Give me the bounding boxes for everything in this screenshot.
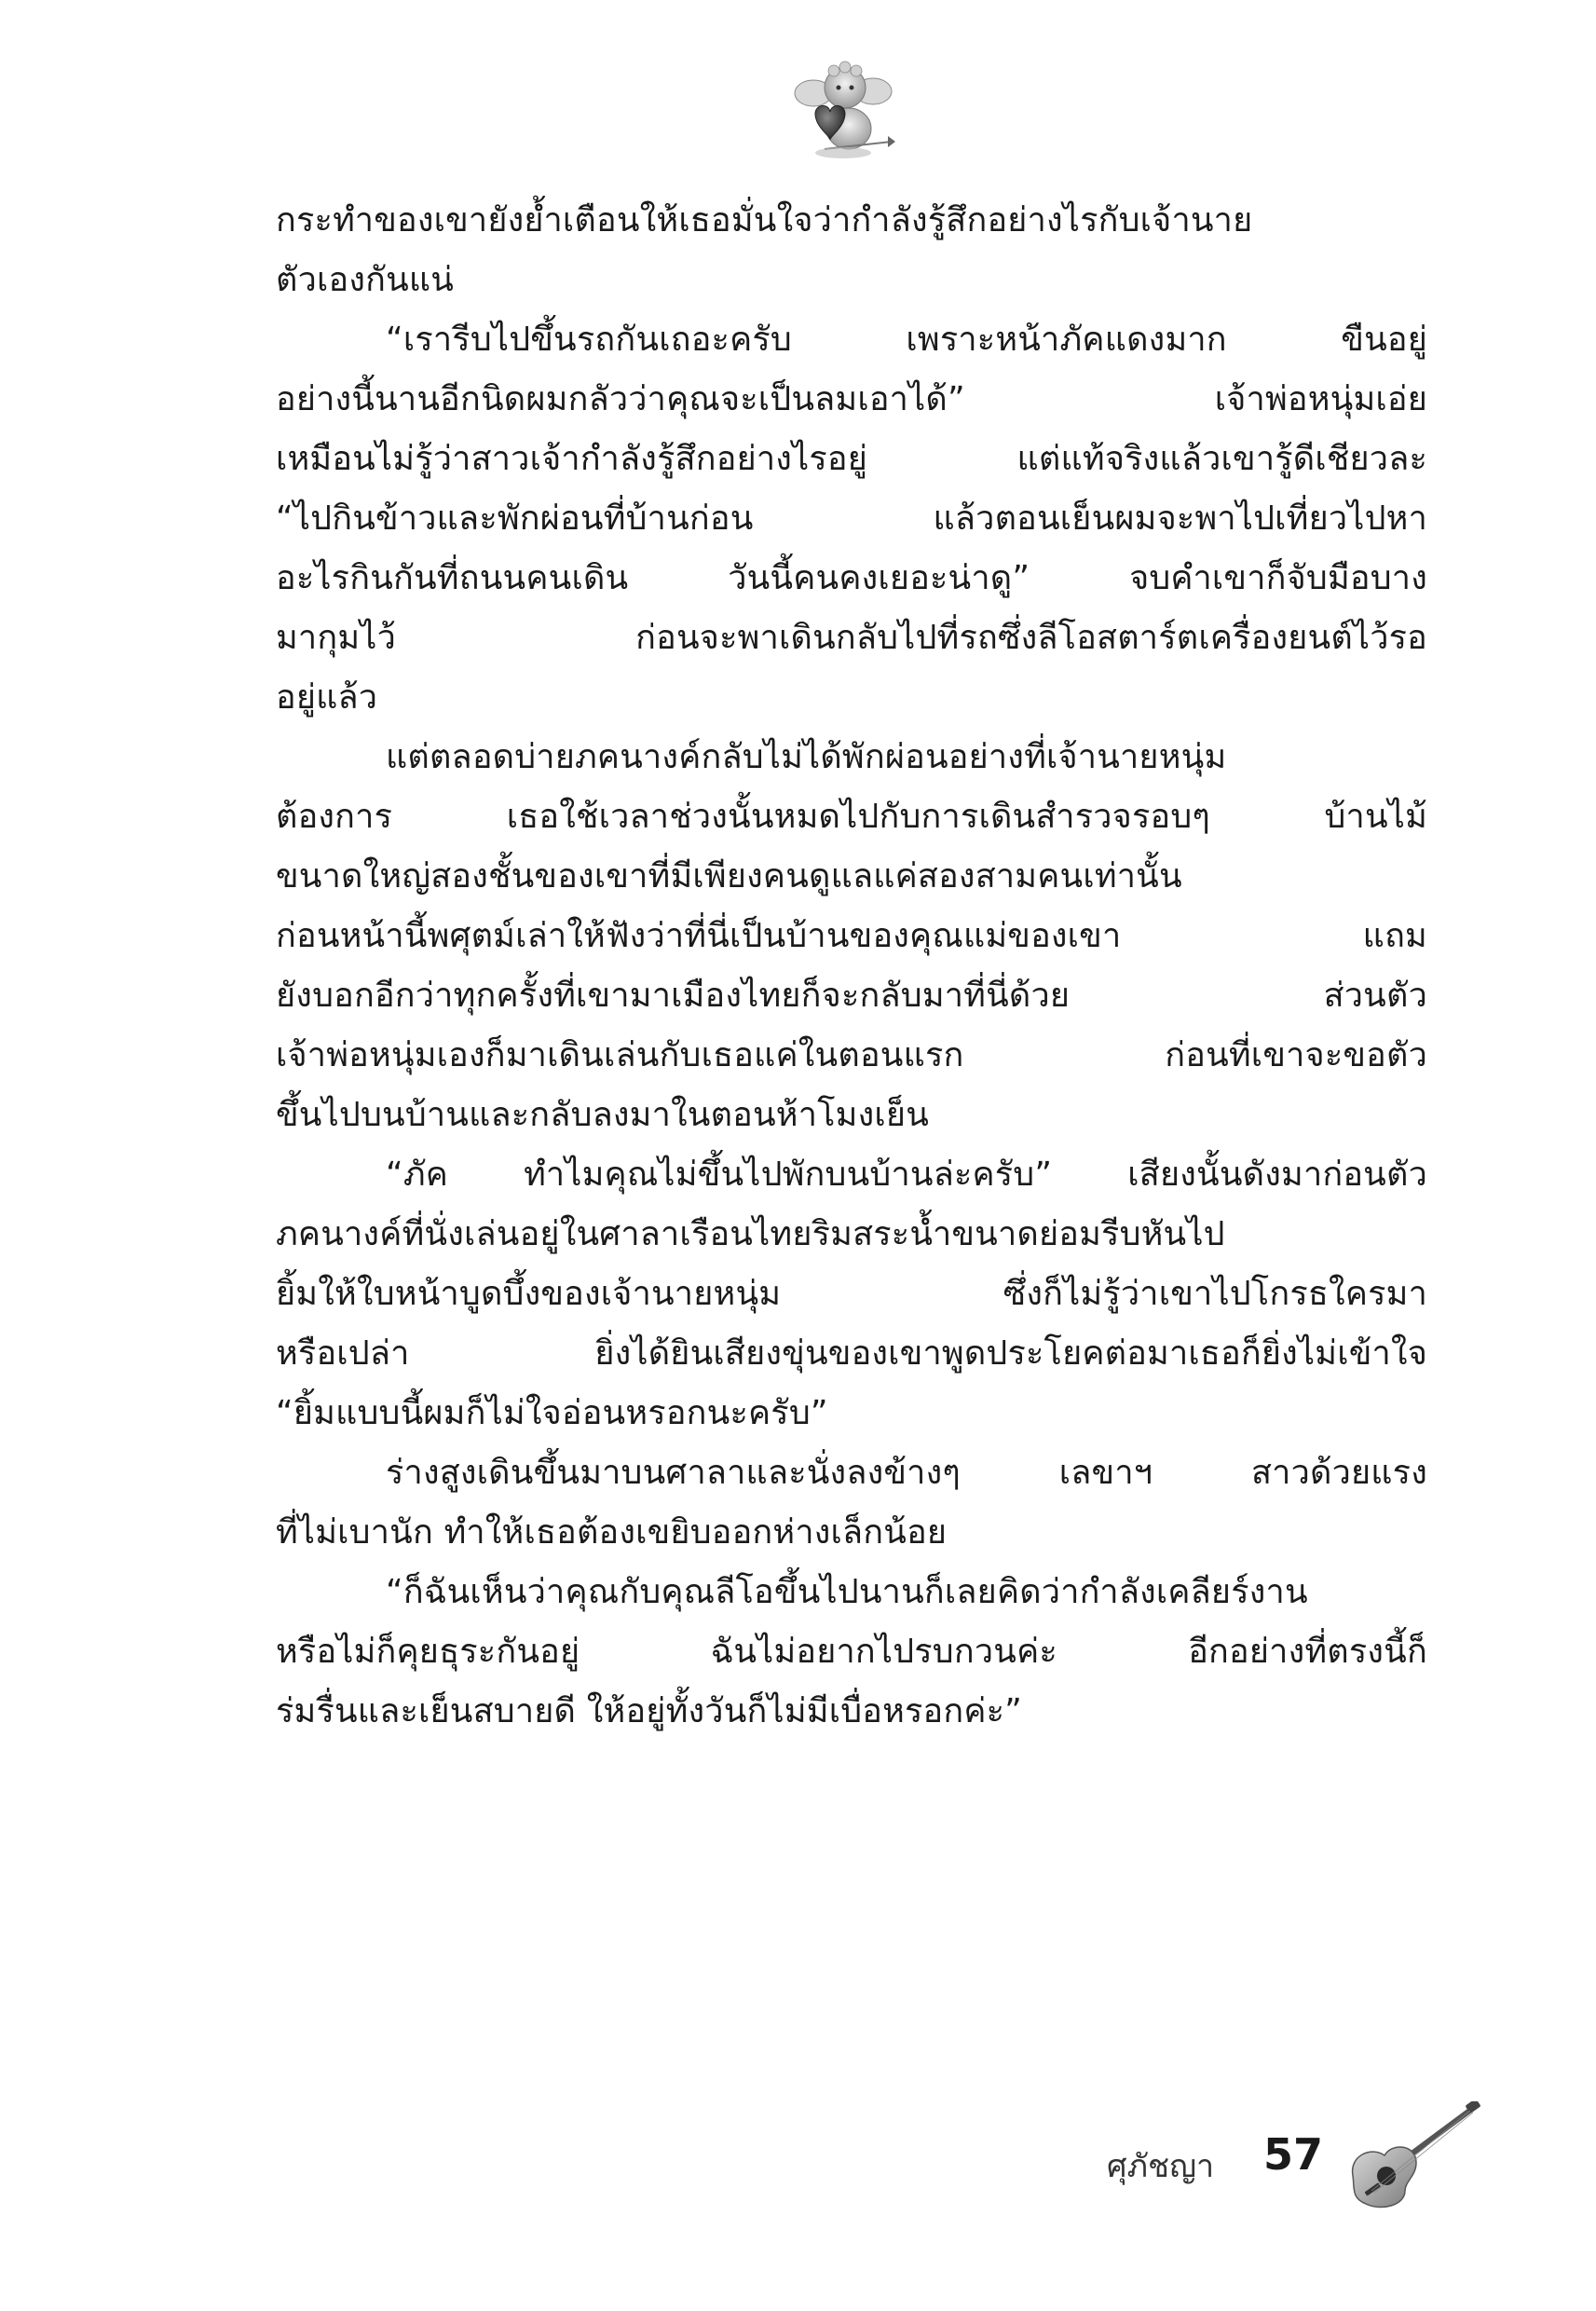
text-line: “ยิ้มแบบนี้ผมก็ไม่ใจอ่อนหรอกนะครับ” xyxy=(276,1394,828,1432)
text-line: กระทำของเขายังย้ำเตือนให้เธอมั่นใจว่ากำลังรู้สึกอย่างไรกับเจ้านาย xyxy=(276,201,1253,239)
text-line: แต่ตลอดบ่ายภคนางค์กลับไม่ได้พักผ่อนอย่างที่เจ้านายหนุ่ม xyxy=(386,738,1227,776)
text-line: มากุมไว้ ก่อนจะพาเดินกลับไปที่รถซึ่งลีโอสตาร์ตเครื่องยนต์ไว้รอ xyxy=(276,619,1427,657)
text-line: ขนาดใหญ่สองชั้นของเขาที่มีเพียงคนดูแลแค่สองสามคนเท่านั้น xyxy=(276,857,1182,896)
text-line: อยู่แล้ว xyxy=(276,678,378,717)
text-line: ร่างสูงเดินขึ้นมาบนศาลาและนั่งลงข้างๆ เลขาฯ สาวด้วยแรง xyxy=(386,1454,1427,1492)
body-text xyxy=(276,191,1427,1742)
guitar-icon xyxy=(1344,2101,1483,2213)
text-line: อะไรกินกันที่ถนนคนเดิน วันนี้คนคงเยอะน่าดู” จบคำเขาก็จับมือบาง xyxy=(276,559,1427,597)
text-line: “ภัค ทำไมคุณไม่ขึ้นไปพักบนบ้านล่ะครับ” เสียงนั้นดังมาก่อนตัว xyxy=(386,1156,1427,1194)
text-line: “เรารีบไปขึ้นรถกันเถอะครับ เพราะหน้าภัคแดงมาก ขืนอยู่ xyxy=(386,321,1427,359)
page-number: 57 xyxy=(1263,2129,1324,2180)
text-line: ยังบอกอีกว่าทุกครั้งที่เขามาเมืองไทยก็จะกลับมาที่นี่ด้วย ส่วนตัว xyxy=(276,977,1427,1015)
text-line: ที่ไม่เบานัก ทำให้เธอต้องเขยิบออกห่างเล็กน้อย xyxy=(276,1513,948,1552)
text-line: “ก็ฉันเห็นว่าคุณกับคุณลีโอขึ้นไปนานก็เลยคิดว่ากำลังเคลียร์งาน xyxy=(386,1573,1308,1611)
text-line: ก่อนหน้านี้พศุตม์เล่าให้ฟังว่าที่นี่เป็นบ้านของคุณแม่ของเขา แถม xyxy=(276,917,1427,955)
text-line: ขึ้นไปบนบ้านและกลับลงมาในตอนห้าโมงเย็น xyxy=(276,1096,929,1134)
author-name: ศุภัชญา xyxy=(1107,2148,1215,2185)
text-line: ภคนางค์ที่นั่งเล่นอยู่ในศาลาเรือนไทยริมสระน้ำขนาดย่อมรีบหันไป xyxy=(276,1215,1225,1253)
text-line: เหมือนไม่รู้ว่าสาวเจ้ากำลังรู้สึกอย่างไรอยู่ แต่แท้จริงแล้วเขารู้ดีเชียวละ xyxy=(276,440,1427,478)
text-line: ตัวเองกันแน่ xyxy=(276,261,455,299)
text-line: เจ้าพ่อหนุ่มเองก็มาเดินเล่นกับเธอแค่ในตอนแรก ก่อนที่เขาจะขอตัว xyxy=(276,1036,1427,1074)
text-line: อย่างนี้นานอีกนิดผมกลัวว่าคุณจะเป็นลมเอาได้” เจ้าพ่อหนุ่มเอ่ย xyxy=(276,380,1427,418)
cupid-icon xyxy=(787,56,899,168)
text-line: “ไปกินข้าวและพักผ่อนที่บ้านก่อน แล้วตอนเย็นผมจะพาไปเที่ยวไปหา xyxy=(276,499,1427,538)
text-line: หรือไม่ก็คุยธุระกันอยู่ ฉันไม่อยากไปรบกวนค่ะ อีกอย่างที่ตรงนี้ก็ xyxy=(276,1633,1427,1671)
text-line: ร่มรื่นและเย็นสบายดี ให้อยู่ทั้งวันก็ไม่มีเบื่อหรอกค่ะ” xyxy=(276,1692,1023,1730)
page-footer xyxy=(1081,2101,1509,2213)
text-line: หรือเปล่า ยิ่งได้ยินเสียงขุ่นของเขาพูดประโยคต่อมาเธอก็ยิ่งไม่เข้าใจ xyxy=(276,1334,1427,1373)
text-line: ต้องการ เธอใช้เวลาช่วงนั้นหมดไปกับการเดินสำรวจรอบๆ บ้านไม้ xyxy=(276,798,1427,836)
text-line: ยิ้มให้ใบหน้าบูดบึ้งของเจ้านายหนุ่ม ซึ่งก็ไม่รู้ว่าเขาไปโกรธใครมา xyxy=(276,1275,1427,1313)
